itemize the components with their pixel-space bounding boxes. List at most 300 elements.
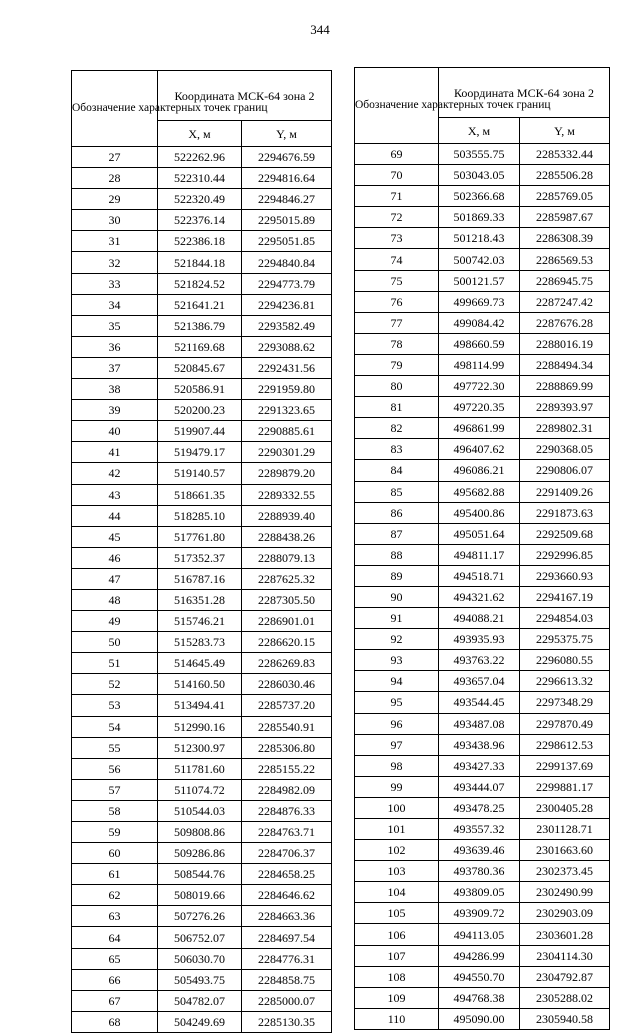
table-row	[72, 779, 332, 800]
y-coordinate-cell: 2288016.19	[520, 333, 610, 354]
table-row	[355, 734, 610, 755]
y-coordinate-cell: 2292996.85	[520, 544, 610, 565]
x-coordinate-cell: 500742.03	[439, 249, 520, 270]
point-number-cell: 71	[355, 186, 439, 207]
y-coordinate-cell: 2290301.29	[242, 442, 332, 463]
y-coordinate-cell: 2302903.09	[520, 903, 610, 924]
table-row	[72, 589, 332, 610]
y-coordinate-cell: 2293660.93	[520, 565, 610, 586]
y-coordinate-cell: 2290885.61	[242, 421, 332, 442]
x-coordinate-cell: 506752.07	[158, 927, 242, 948]
page-number: 344	[310, 22, 330, 37]
table-row	[72, 843, 332, 864]
point-number-cell: 108	[355, 966, 439, 987]
table-row	[72, 695, 332, 716]
y-coordinate-cell: 2294854.03	[520, 608, 610, 629]
table-row	[355, 312, 610, 333]
y-coordinate-cell: 2289879.20	[242, 463, 332, 484]
y-coordinate-cell: 2288438.26	[242, 526, 332, 547]
y-coordinate-cell: 2292509.68	[520, 523, 610, 544]
point-number-cell: 75	[355, 270, 439, 291]
y-coordinate-cell: 2284646.62	[242, 885, 332, 906]
table-row	[355, 861, 610, 882]
table-row	[72, 969, 332, 990]
table-row	[72, 252, 332, 273]
x-coordinate-cell: 495682.88	[439, 481, 520, 502]
table-row	[72, 948, 332, 969]
x-coordinate-cell: 496086.21	[439, 460, 520, 481]
table-row	[72, 611, 332, 632]
y-coordinate-cell: 2287676.28	[520, 312, 610, 333]
point-number-cell: 54	[72, 716, 158, 737]
point-number-cell: 76	[355, 291, 439, 312]
table-row	[72, 906, 332, 927]
table-row	[355, 207, 610, 228]
y-coordinate-cell: 2294676.59	[242, 147, 332, 168]
point-number-cell: 29	[72, 189, 158, 210]
y-coordinate-cell: 2291873.63	[520, 502, 610, 523]
point-number-cell: 47	[72, 568, 158, 589]
x-coordinate-cell: 499669.73	[439, 291, 520, 312]
header-x: X, м	[439, 118, 520, 144]
table-row	[355, 650, 610, 671]
table-row	[355, 903, 610, 924]
point-number-cell: 104	[355, 882, 439, 903]
table-row	[355, 565, 610, 586]
y-coordinate-cell: 2284763.71	[242, 822, 332, 843]
y-coordinate-cell: 2294840.84	[242, 252, 332, 273]
x-coordinate-cell: 494518.71	[439, 565, 520, 586]
x-coordinate-cell: 493427.33	[439, 755, 520, 776]
y-coordinate-cell: 2287625.32	[242, 568, 332, 589]
y-coordinate-cell: 2284982.09	[242, 779, 332, 800]
y-coordinate-cell: 2294846.27	[242, 189, 332, 210]
point-number-cell: 45	[72, 526, 158, 547]
header-coordinate-system: Координата МСК-64 зона 2	[439, 68, 610, 118]
point-number-cell: 101	[355, 819, 439, 840]
y-coordinate-cell: 2304114.30	[520, 945, 610, 966]
x-coordinate-cell: 493935.93	[439, 629, 520, 650]
x-coordinate-cell: 520200.23	[158, 400, 242, 421]
point-number-cell: 97	[355, 734, 439, 755]
table-row	[72, 568, 332, 589]
y-coordinate-cell: 2287247.42	[520, 291, 610, 312]
x-coordinate-cell: 494550.70	[439, 966, 520, 987]
point-number-cell: 52	[72, 674, 158, 695]
y-coordinate-cell: 2293582.49	[242, 315, 332, 336]
point-number-cell: 46	[72, 547, 158, 568]
table-row	[355, 945, 610, 966]
table-row	[72, 927, 332, 948]
point-number-cell: 41	[72, 442, 158, 463]
x-coordinate-cell: 495051.64	[439, 523, 520, 544]
x-coordinate-cell: 493763.22	[439, 650, 520, 671]
point-number-cell: 56	[72, 758, 158, 779]
point-number-cell: 28	[72, 168, 158, 189]
point-number-cell: 39	[72, 400, 158, 421]
x-coordinate-cell: 511074.72	[158, 779, 242, 800]
table-row	[72, 505, 332, 526]
x-coordinate-cell: 503043.05	[439, 165, 520, 186]
y-coordinate-cell: 2285987.67	[520, 207, 610, 228]
table-row	[355, 776, 610, 797]
table-row	[72, 800, 332, 821]
point-number-cell: 74	[355, 249, 439, 270]
table-row	[72, 653, 332, 674]
x-coordinate-cell: 498660.59	[439, 333, 520, 354]
table-row	[72, 315, 332, 336]
table-row	[355, 882, 610, 903]
y-coordinate-cell: 2303601.28	[520, 924, 610, 945]
x-coordinate-cell: 509808.86	[158, 822, 242, 843]
point-number-cell: 33	[72, 273, 158, 294]
y-coordinate-cell: 2287305.50	[242, 589, 332, 610]
point-number-cell: 98	[355, 755, 439, 776]
table-row	[355, 439, 610, 460]
table-row	[355, 186, 610, 207]
x-coordinate-cell: 497722.30	[439, 376, 520, 397]
x-coordinate-cell: 493444.07	[439, 776, 520, 797]
table-row	[355, 354, 610, 375]
y-coordinate-cell: 2289393.97	[520, 397, 610, 418]
table-row	[355, 165, 610, 186]
point-number-cell: 65	[72, 948, 158, 969]
header-x: X, м	[158, 121, 242, 147]
point-number-cell: 66	[72, 969, 158, 990]
x-coordinate-cell: 521386.79	[158, 315, 242, 336]
x-coordinate-cell: 494768.38	[439, 987, 520, 1008]
point-number-cell: 53	[72, 695, 158, 716]
y-coordinate-cell: 2297348.29	[520, 692, 610, 713]
point-number-cell: 81	[355, 397, 439, 418]
table-row	[355, 249, 610, 270]
y-coordinate-cell: 2286620.15	[242, 632, 332, 653]
y-coordinate-cell: 2295015.89	[242, 210, 332, 231]
x-coordinate-cell: 522386.18	[158, 231, 242, 252]
y-coordinate-cell: 2284663.36	[242, 906, 332, 927]
x-coordinate-cell: 522376.14	[158, 210, 242, 231]
point-number-cell: 102	[355, 840, 439, 861]
y-coordinate-cell: 2285506.28	[520, 165, 610, 186]
y-coordinate-cell: 2295375.75	[520, 629, 610, 650]
x-coordinate-cell: 493909.72	[439, 903, 520, 924]
point-number-cell: 63	[72, 906, 158, 927]
y-coordinate-cell: 2298612.53	[520, 734, 610, 755]
point-number-cell: 51	[72, 653, 158, 674]
point-number-cell: 68	[72, 1011, 158, 1032]
x-coordinate-cell: 515746.21	[158, 611, 242, 632]
table-row	[72, 547, 332, 568]
point-number-cell: 86	[355, 502, 439, 523]
table-row	[72, 231, 332, 252]
table-row	[72, 1011, 332, 1032]
table-body-right	[355, 144, 610, 1030]
x-coordinate-cell: 519907.44	[158, 421, 242, 442]
point-number-cell: 88	[355, 544, 439, 565]
coordinates-table-left	[71, 70, 332, 1033]
table-row	[355, 692, 610, 713]
table-row	[72, 737, 332, 758]
table-row	[72, 421, 332, 442]
x-coordinate-cell: 512300.97	[158, 737, 242, 758]
x-coordinate-cell: 522310.44	[158, 168, 242, 189]
x-coordinate-cell: 501218.43	[439, 228, 520, 249]
point-number-cell: 67	[72, 990, 158, 1011]
table-row	[72, 357, 332, 378]
table-row	[355, 291, 610, 312]
y-coordinate-cell: 2286030.46	[242, 674, 332, 695]
x-coordinate-cell: 494286.99	[439, 945, 520, 966]
point-number-cell: 27	[72, 147, 158, 168]
point-number-cell: 58	[72, 800, 158, 821]
point-number-cell: 91	[355, 608, 439, 629]
point-number-cell: 109	[355, 987, 439, 1008]
y-coordinate-cell: 2284776.31	[242, 948, 332, 969]
point-number-cell: 90	[355, 586, 439, 607]
x-coordinate-cell: 516351.28	[158, 589, 242, 610]
point-number-cell: 36	[72, 336, 158, 357]
point-number-cell: 110	[355, 1008, 439, 1029]
x-coordinate-cell: 494113.05	[439, 924, 520, 945]
header-y: Y, м	[520, 118, 610, 144]
table-row	[355, 713, 610, 734]
y-coordinate-cell: 2285769.05	[520, 186, 610, 207]
table-row	[72, 294, 332, 315]
point-number-cell: 69	[355, 144, 439, 165]
point-number-cell: 43	[72, 484, 158, 505]
table-row	[355, 397, 610, 418]
x-coordinate-cell: 519140.57	[158, 463, 242, 484]
point-number-cell: 44	[72, 505, 158, 526]
point-number-cell: 30	[72, 210, 158, 231]
point-number-cell: 62	[72, 885, 158, 906]
x-coordinate-cell: 511781.60	[158, 758, 242, 779]
point-number-cell: 59	[72, 822, 158, 843]
y-coordinate-cell: 2296613.32	[520, 671, 610, 692]
table-row	[355, 544, 610, 565]
point-number-cell: 70	[355, 165, 439, 186]
table-row	[355, 481, 610, 502]
point-number-cell: 103	[355, 861, 439, 882]
table-row	[72, 210, 332, 231]
table-row	[72, 189, 332, 210]
point-number-cell: 72	[355, 207, 439, 228]
y-coordinate-cell: 2300405.28	[520, 797, 610, 818]
table-row	[72, 463, 332, 484]
table-row	[355, 629, 610, 650]
point-number-cell: 48	[72, 589, 158, 610]
x-coordinate-cell: 520586.91	[158, 379, 242, 400]
x-coordinate-cell: 522320.49	[158, 189, 242, 210]
y-coordinate-cell: 2285155.22	[242, 758, 332, 779]
table-row	[72, 336, 332, 357]
point-number-cell: 92	[355, 629, 439, 650]
y-coordinate-cell: 2288494.34	[520, 354, 610, 375]
table-row	[355, 840, 610, 861]
y-coordinate-cell: 2284658.25	[242, 864, 332, 885]
x-coordinate-cell: 496861.99	[439, 418, 520, 439]
table-row	[355, 819, 610, 840]
table-row	[355, 333, 610, 354]
y-coordinate-cell: 2288939.40	[242, 505, 332, 526]
x-coordinate-cell: 521824.52	[158, 273, 242, 294]
point-number-cell: 31	[72, 231, 158, 252]
point-number-cell: 40	[72, 421, 158, 442]
point-number-cell: 107	[355, 945, 439, 966]
y-coordinate-cell: 2285332.44	[520, 144, 610, 165]
point-number-cell: 79	[355, 354, 439, 375]
x-coordinate-cell: 503555.75	[439, 144, 520, 165]
table-row	[72, 168, 332, 189]
x-coordinate-cell: 504782.07	[158, 990, 242, 1011]
table-row	[72, 674, 332, 695]
y-coordinate-cell: 2289802.31	[520, 418, 610, 439]
y-coordinate-cell: 2286945.75	[520, 270, 610, 291]
table-row	[355, 608, 610, 629]
table-row	[355, 586, 610, 607]
table-row	[355, 966, 610, 987]
table-row	[355, 418, 610, 439]
table-row	[72, 484, 332, 505]
x-coordinate-cell: 509286.86	[158, 843, 242, 864]
point-number-cell: 94	[355, 671, 439, 692]
point-number-cell: 42	[72, 463, 158, 484]
y-coordinate-cell: 2299137.69	[520, 755, 610, 776]
x-coordinate-cell: 494321.62	[439, 586, 520, 607]
y-coordinate-cell: 2284858.75	[242, 969, 332, 990]
point-number-cell: 96	[355, 713, 439, 734]
header-y: Y, м	[242, 121, 332, 147]
x-coordinate-cell: 495400.86	[439, 502, 520, 523]
x-coordinate-cell: 521641.21	[158, 294, 242, 315]
x-coordinate-cell: 510544.03	[158, 800, 242, 821]
point-number-cell: 106	[355, 924, 439, 945]
x-coordinate-cell: 494811.17	[439, 544, 520, 565]
y-coordinate-cell: 2284697.54	[242, 927, 332, 948]
table-row	[355, 376, 610, 397]
y-coordinate-cell: 2288079.13	[242, 547, 332, 568]
point-number-cell: 77	[355, 312, 439, 333]
y-coordinate-cell: 2286569.53	[520, 249, 610, 270]
y-coordinate-cell: 2297870.49	[520, 713, 610, 734]
table-row	[355, 460, 610, 481]
header-point-designation: Обозначение характерных точек границ	[72, 71, 158, 147]
table-row	[72, 885, 332, 906]
x-coordinate-cell: 493544.45	[439, 692, 520, 713]
x-coordinate-cell: 500121.57	[439, 270, 520, 291]
x-coordinate-cell: 505493.75	[158, 969, 242, 990]
y-coordinate-cell: 2286269.83	[242, 653, 332, 674]
x-coordinate-cell: 506030.70	[158, 948, 242, 969]
table-row	[355, 523, 610, 544]
point-number-cell: 35	[72, 315, 158, 336]
y-coordinate-cell: 2295051.85	[242, 231, 332, 252]
y-coordinate-cell: 2294816.64	[242, 168, 332, 189]
y-coordinate-cell: 2305288.02	[520, 987, 610, 1008]
y-coordinate-cell: 2292431.56	[242, 357, 332, 378]
y-coordinate-cell: 2286308.39	[520, 228, 610, 249]
x-coordinate-cell: 493780.36	[439, 861, 520, 882]
x-coordinate-cell: 519479.17	[158, 442, 242, 463]
x-coordinate-cell: 520845.67	[158, 357, 242, 378]
y-coordinate-cell: 2301128.71	[520, 819, 610, 840]
y-coordinate-cell: 2285737.20	[242, 695, 332, 716]
x-coordinate-cell: 512990.16	[158, 716, 242, 737]
x-coordinate-cell: 514160.50	[158, 674, 242, 695]
table-row	[72, 379, 332, 400]
point-number-cell: 78	[355, 333, 439, 354]
x-coordinate-cell: 493809.05	[439, 882, 520, 903]
point-number-cell: 87	[355, 523, 439, 544]
y-coordinate-cell: 2291409.26	[520, 481, 610, 502]
point-number-cell: 89	[355, 565, 439, 586]
x-coordinate-cell: 517761.80	[158, 526, 242, 547]
x-coordinate-cell: 521844.18	[158, 252, 242, 273]
y-coordinate-cell: 2285130.35	[242, 1011, 332, 1032]
point-number-cell: 100	[355, 797, 439, 818]
y-coordinate-cell: 2285306.80	[242, 737, 332, 758]
table-row	[355, 502, 610, 523]
table-row	[72, 147, 332, 168]
x-coordinate-cell: 518661.35	[158, 484, 242, 505]
y-coordinate-cell: 2305940.58	[520, 1008, 610, 1029]
x-coordinate-cell: 493478.25	[439, 797, 520, 818]
point-number-cell: 83	[355, 439, 439, 460]
table-row	[355, 1008, 610, 1029]
y-coordinate-cell: 2293088.62	[242, 336, 332, 357]
y-coordinate-cell: 2290368.05	[520, 439, 610, 460]
table-row	[72, 758, 332, 779]
x-coordinate-cell: 496407.62	[439, 439, 520, 460]
point-number-cell: 93	[355, 650, 439, 671]
point-number-cell: 32	[72, 252, 158, 273]
x-coordinate-cell: 515283.73	[158, 632, 242, 653]
y-coordinate-cell: 2301663.60	[520, 840, 610, 861]
point-number-cell: 85	[355, 481, 439, 502]
y-coordinate-cell: 2291323.65	[242, 400, 332, 421]
y-coordinate-cell: 2288869.99	[520, 376, 610, 397]
y-coordinate-cell: 2289332.55	[242, 484, 332, 505]
y-coordinate-cell: 2284876.33	[242, 800, 332, 821]
point-number-cell: 82	[355, 418, 439, 439]
x-coordinate-cell: 494088.21	[439, 608, 520, 629]
y-coordinate-cell: 2302490.99	[520, 882, 610, 903]
table-row	[355, 924, 610, 945]
x-coordinate-cell: 497220.35	[439, 397, 520, 418]
x-coordinate-cell: 517352.37	[158, 547, 242, 568]
y-coordinate-cell: 2299881.17	[520, 776, 610, 797]
x-coordinate-cell: 508544.76	[158, 864, 242, 885]
table-row	[72, 716, 332, 737]
x-coordinate-cell: 521169.68	[158, 336, 242, 357]
point-number-cell: 99	[355, 776, 439, 797]
point-number-cell: 61	[72, 864, 158, 885]
y-coordinate-cell: 2285540.91	[242, 716, 332, 737]
x-coordinate-cell: 513494.41	[158, 695, 242, 716]
point-number-cell: 84	[355, 460, 439, 481]
x-coordinate-cell: 493487.08	[439, 713, 520, 734]
point-number-cell: 105	[355, 903, 439, 924]
header-point-designation: Обозначение характерных точек границ	[355, 68, 439, 144]
table-row	[355, 228, 610, 249]
x-coordinate-cell: 508019.66	[158, 885, 242, 906]
x-coordinate-cell: 498114.99	[439, 354, 520, 375]
table-body-left	[72, 147, 332, 1033]
y-coordinate-cell: 2294773.79	[242, 273, 332, 294]
table-row	[72, 632, 332, 653]
x-coordinate-cell: 504249.69	[158, 1011, 242, 1032]
x-coordinate-cell: 495090.00	[439, 1008, 520, 1029]
